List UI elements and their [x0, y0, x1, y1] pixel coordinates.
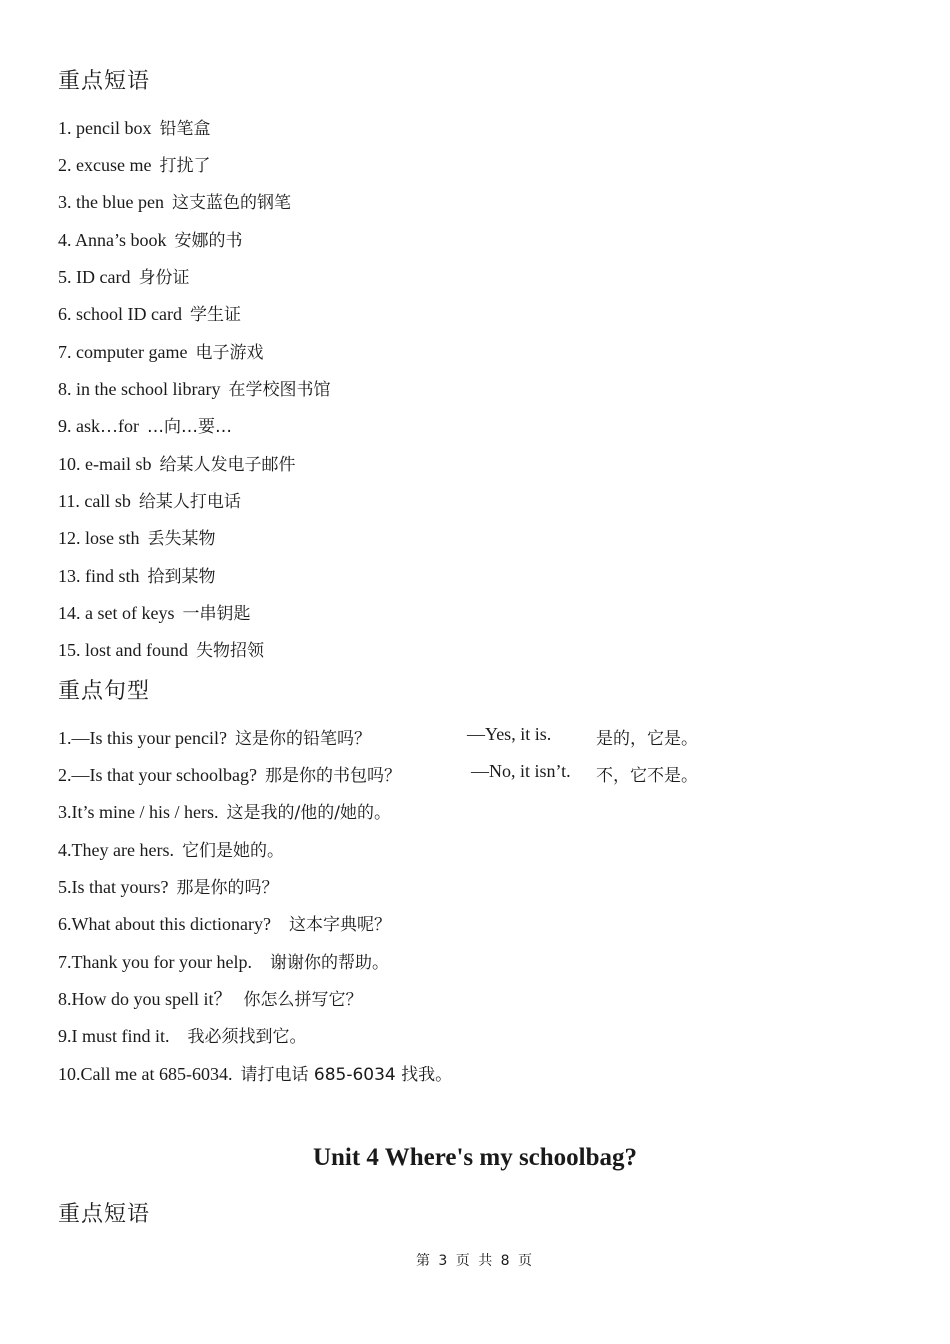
sentence-item: 3.It’s mine / his / hers. 这是我的/他的/她的。: [58, 802, 391, 823]
unit-key-phrases-heading: 重点短语: [58, 1202, 151, 1227]
phrase-item: 8. in the school library 在学校图书馆: [58, 379, 331, 400]
phrase-item: 7. computer game 电子游戏: [58, 342, 264, 363]
phrase-item: 14. a set of keys 一串钥匙: [58, 603, 251, 624]
phrase-item: 4. Anna’s book 安娜的书: [58, 230, 243, 251]
sentence-item: 7.Thank you for your help. 谢谢你的帮助。: [58, 952, 389, 973]
sentence-item: 2.—Is that your schoolbag? 那是你的书包吗？: [58, 765, 401, 786]
key-sentences-heading: 重点句型: [58, 679, 151, 704]
sentence-item: 1.—Is this your pencil? 这是你的铅笔吗？: [58, 728, 371, 749]
phrase-item: 10. e-mail sb 给某人发电子邮件: [58, 454, 296, 475]
phrase-item: 12. lose sth 丢失某物: [58, 528, 216, 549]
phrase-item: 5. ID card 身份证: [58, 267, 190, 288]
phrase-item: 6. school ID card 学生证: [58, 304, 241, 325]
phrase-item: 2. excuse me 打扰了: [58, 155, 211, 176]
sentence-response-translation: 不，它不是。: [596, 766, 698, 786]
sentence-response: —Yes, it is.: [467, 724, 552, 744]
sentence-item: 10.Call me at 685-6034. 请打电话 685-6034 找我。: [58, 1064, 453, 1085]
phrase-item: 3. the blue pen 这支蓝色的钢笔: [58, 192, 291, 213]
sentence-response-translation: 是的，它是。: [596, 729, 698, 749]
sentence-item: 6.What about this dictionary? 这本字典呢？: [58, 914, 391, 935]
phrase-item: 9. ask…for …向…要…: [58, 416, 232, 437]
unit-title: Unit 4 Where's my schoolbag?: [312, 1144, 638, 1171]
phrase-item: 1. pencil box 铅笔盒: [58, 118, 211, 139]
sentence-item: 9.I must find it. 我必须找到它。: [58, 1026, 307, 1047]
phrase-item: 15. lost and found 失物招领: [58, 640, 264, 661]
phrase-item: 11. call sb 给某人打电话: [58, 491, 241, 512]
sentence-item: 8.How do you spell it？ 你怎么拼写它？: [58, 989, 363, 1010]
sentence-response: —No, it isn’t.: [471, 761, 571, 781]
sentence-item: 4.They are hers. 它们是她的。: [58, 840, 284, 861]
sentence-item: 5.Is that yours? 那是你的吗？: [58, 877, 279, 898]
page-number-footer: 第 3 页 共 8 页: [415, 1253, 535, 1269]
key-phrases-heading: 重点短语: [58, 69, 151, 94]
phrase-item: 13. find sth 拾到某物: [58, 566, 216, 587]
